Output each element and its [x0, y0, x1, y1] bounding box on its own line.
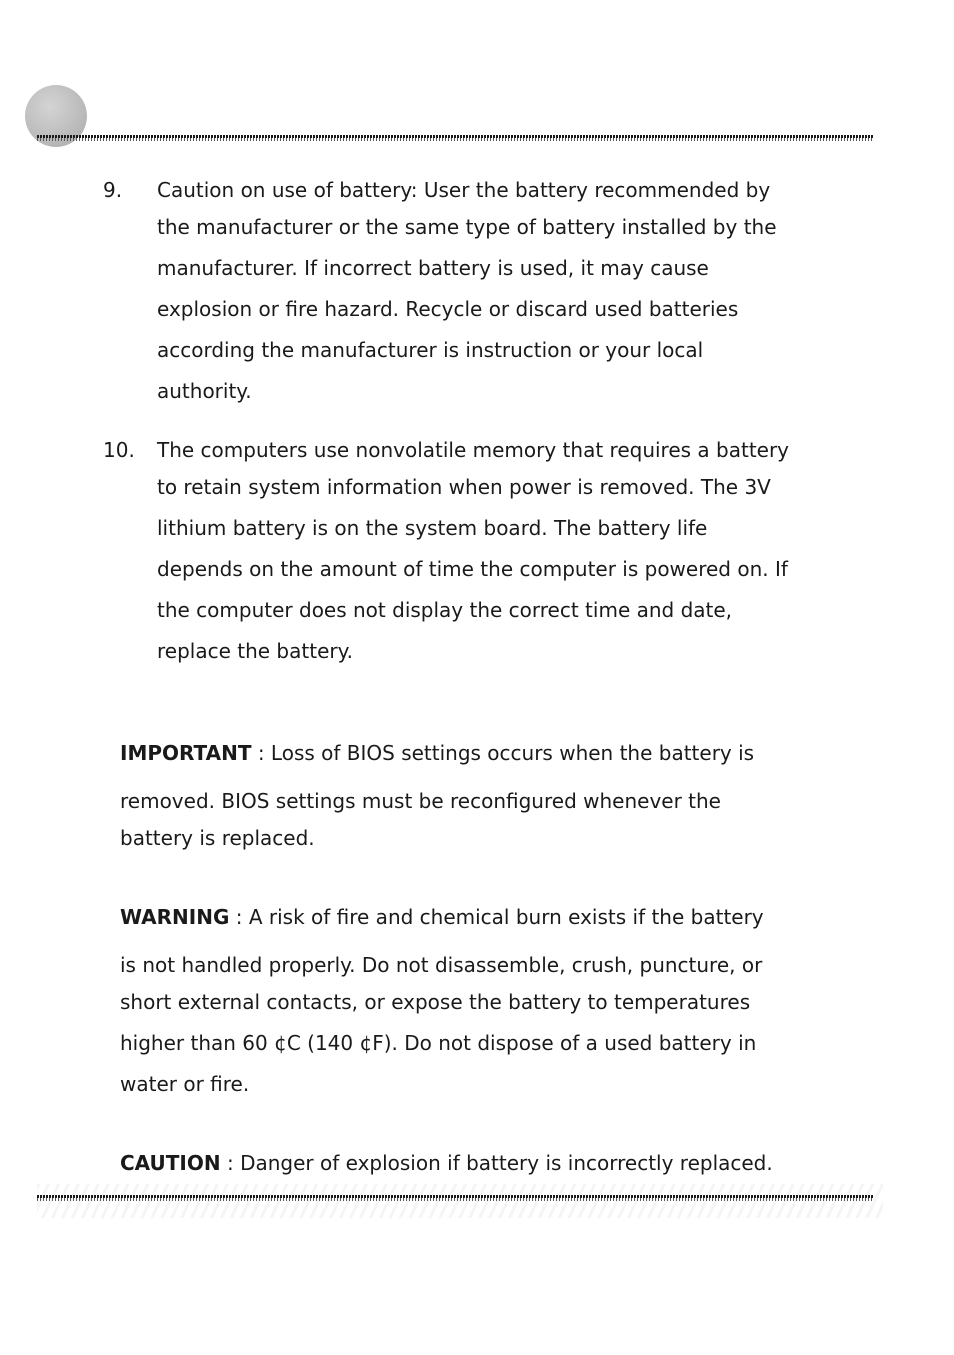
warning-note-line: is not handled properly. Do not disassemble, crush, puncture, or	[120, 953, 763, 977]
important-note-line: removed. BIOS settings must be reconfigured whenever the	[120, 789, 721, 813]
list-item-text-line: Caution on use of battery: User the battery recommended by	[157, 178, 771, 202]
caution-note-line	[120, 1151, 773, 1175]
list-item-number: 10.	[103, 438, 135, 462]
list-item-text-line: manufacturer. If incorrect battery is used, it may cause	[157, 256, 709, 280]
list-item-text-line: depends on the amount of time the computer is powered on. If	[157, 557, 788, 581]
important-note-first-line	[120, 741, 754, 765]
list-item-text-line: to retain system information when power is removed. The 3V	[157, 475, 771, 499]
footer-rule-texture	[37, 1184, 883, 1218]
list-item-text-line: the computer does not display the correct time and date,	[157, 598, 733, 622]
label-separator: :	[229, 905, 249, 929]
list-item-text-line: replace the battery.	[157, 639, 353, 663]
caution-text: Danger of explosion if battery is incorrectly replaced.	[240, 1151, 773, 1175]
important-label: IMPORTANT	[120, 741, 252, 765]
list-item-number: 9.	[103, 178, 123, 202]
warning-note-line: water or fire.	[120, 1072, 250, 1096]
list-item-text-line: lithium battery is on the system board. The battery life	[157, 516, 708, 540]
label-separator: :	[251, 741, 271, 765]
list-item-text-line: according the manufacturer is instruction or your local	[157, 338, 704, 362]
list-item-text-line: explosion or fire hazard. Recycle or discard used batteries	[157, 297, 739, 321]
header-dotted-rule	[37, 135, 873, 141]
label-separator: :	[220, 1151, 241, 1175]
warning-note-line: short external contacts, or expose the battery to temperatures	[120, 990, 751, 1014]
important-text: Loss of BIOS settings occurs when the battery is	[270, 741, 755, 765]
important-note-line: battery is replaced.	[120, 826, 315, 850]
list-item-text-line: the manufacturer or the same type of battery installed by the	[157, 215, 777, 239]
warning-note-line: higher than 60 ¢C (140 ¢F). Do not dispose of a used battery in	[120, 1031, 757, 1055]
footer-dotted-rule	[37, 1195, 873, 1201]
caution-label: CAUTION	[120, 1151, 221, 1175]
warning-note-first-line	[120, 905, 764, 929]
warning-text: A risk of fire and chemical burn exists if the battery	[248, 905, 764, 929]
list-item-text-line: authority.	[157, 379, 252, 403]
warning-label: WARNING	[120, 905, 230, 929]
list-item-text-line: The computers use nonvolatile memory that requires a battery	[157, 438, 790, 462]
